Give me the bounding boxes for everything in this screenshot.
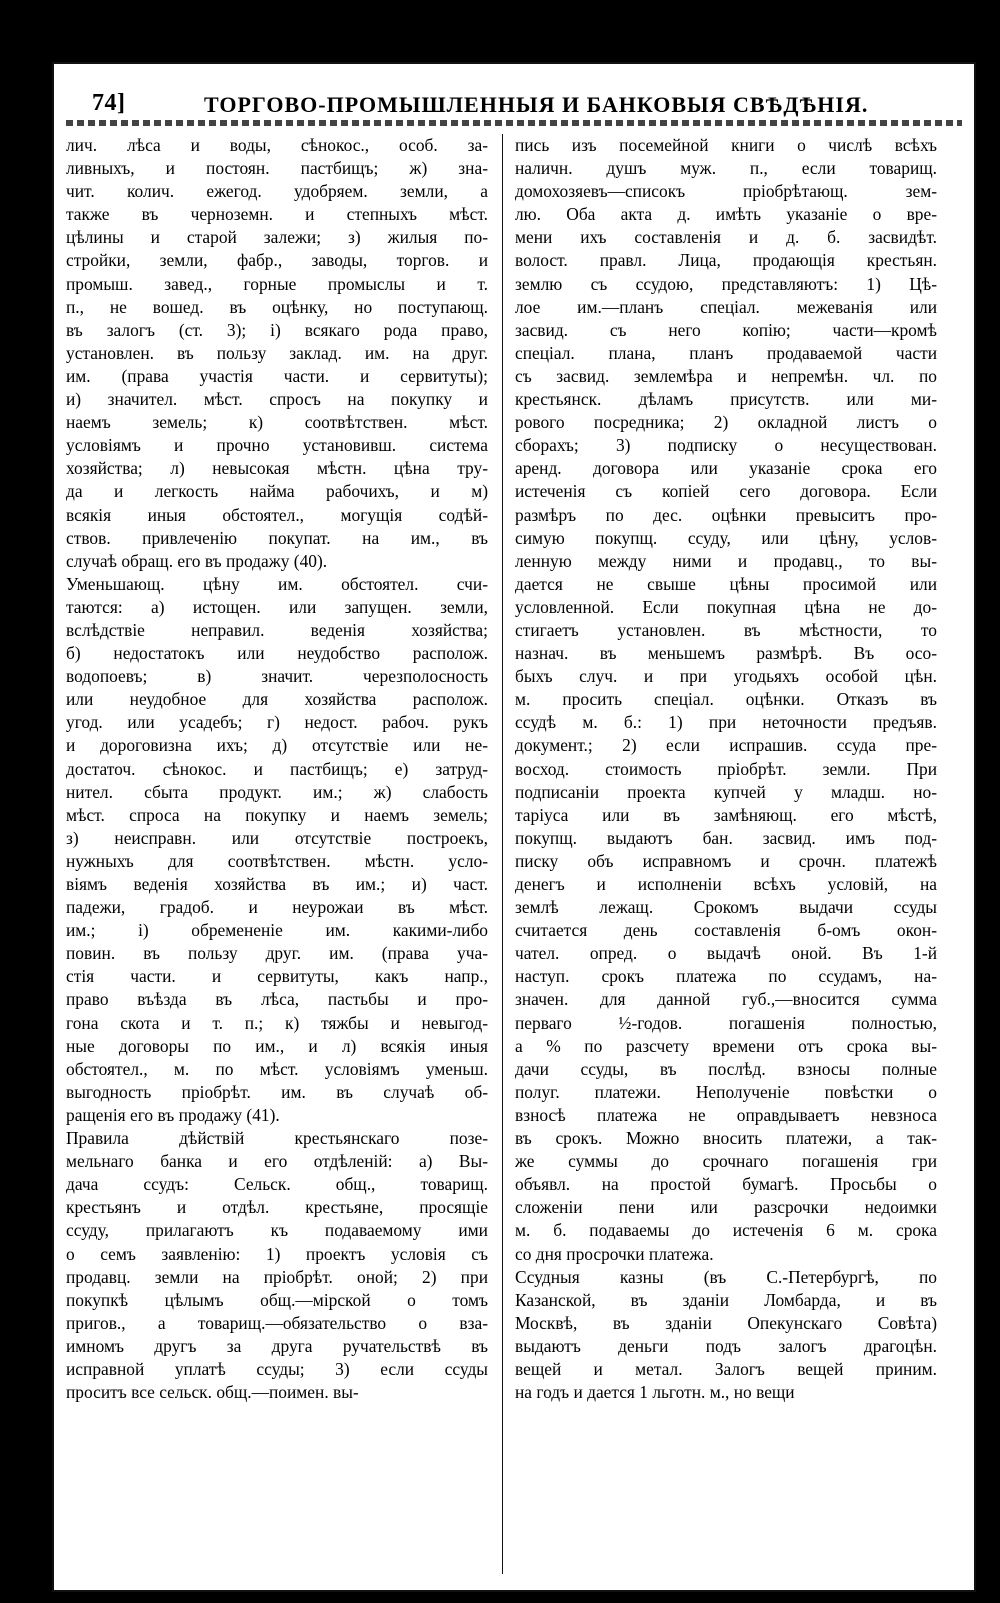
text-line: быхъ случ. и при угодьяхъ особой цѣн.: [515, 666, 937, 687]
text-line: да и легкость найма рабочихъ, и м): [66, 481, 488, 502]
text-line: лое им.—планъ спеціал. межеванія или: [515, 296, 937, 317]
text-line: Москвѣ, въ зданіи Опекунскаго Совѣта): [515, 1312, 937, 1333]
text-line: документ.; 2) если испрашив. ссуда пре-: [515, 735, 937, 756]
text-line: симую покупщ. ссуду, или цѣну, услов-: [515, 527, 937, 548]
text-line: наличн. душъ муж. п., если товарищ.: [515, 158, 937, 179]
text-line: установлен. въ пользу заклад. им. на друг.: [66, 342, 488, 363]
text-line: землю съ ссудою, представляютъ: 1) Цѣ-: [515, 273, 937, 294]
text-line: продавц. земли на пріобрѣт. оной; 2) при: [66, 1266, 488, 1287]
text-line: со дня просрочки платежа.: [515, 1243, 714, 1264]
text-line: случаѣ обращ. его въ продажу (40).: [66, 550, 328, 571]
text-line: крестьянск. дѣламъ присутств. или ми-: [515, 389, 937, 410]
text-line: денегъ и исполненіи всѣхъ условій, на: [515, 874, 937, 894]
ornamental-rule: [66, 120, 962, 126]
text-line: размѣръ по дес. оцѣнки превыситъ про-: [515, 504, 937, 525]
text-line: восход. стоимость пріобрѣт. земли. При: [515, 758, 937, 779]
text-line: взносѣ платежа не оправдываетъ невзноса: [515, 1104, 937, 1125]
text-line: пригов., а товарищ.—обязательство о вза-: [66, 1312, 488, 1333]
text-line: и) значител. мѣст. спросъ на покупку и: [66, 389, 488, 410]
text-line: чател. опред. о выдачѣ оной. Въ 1-й: [515, 943, 937, 964]
text-line: также въ черноземн. и степныхъ мѣст.: [66, 204, 488, 225]
page-number: 74]: [92, 90, 126, 116]
text-line: условленной. Если покупная цѣна не до-: [515, 596, 937, 617]
text-line: объявл. на простой бумагѣ. Просьбы о: [515, 1174, 937, 1195]
text-line: землѣ лежащ. Срокомъ выдачи ссуды: [515, 897, 937, 918]
book-page: [52, 62, 976, 1592]
text-line: наступ. срокъ платежа по ссудамъ, на-: [515, 966, 937, 987]
text-line: ссудѣ м. б.: 1) при неточности предъяв.: [515, 712, 937, 733]
text-line: стія части. и сервитуты, какъ напр.,: [66, 966, 488, 987]
text-line: на годъ и дается 1 льготн. м., но вещи: [515, 1382, 795, 1403]
right-column: [515, 134, 937, 1404]
text-line: дача ссудъ: Сельск. общ., товарищ.: [66, 1174, 488, 1195]
text-line: же суммы до срочнаго погашенія гри: [515, 1151, 937, 1172]
text-line: вещей и метал. Залогъ вещей приним.: [515, 1358, 937, 1379]
text-line: волост. правл. Лица, продающія крестьян.: [515, 250, 937, 271]
text-line: писку объ исправномъ и срочн. платежѣ: [515, 850, 937, 871]
text-line: или неудобное для хозяйства располож.: [66, 689, 488, 710]
text-line: им. (права участія части. и сервитуты);: [66, 365, 488, 386]
text-line: им.; і) обремененіе им. какими-либо: [66, 920, 488, 941]
text-line: Казанской, въ зданіи Ломбарда, и въ: [515, 1289, 937, 1310]
text-line: съ засвид. землемѣра и непремѣн. чл. по: [515, 365, 937, 386]
text-line: и дороговизна ихъ; д) отсутствіе или не-: [66, 735, 488, 756]
text-line: п., не вошед. въ оцѣнку, но поступающ.: [66, 296, 488, 317]
text-line: считается день составленія б-омъ окон-: [515, 920, 937, 941]
text-line: цѣлины и старой залежи; з) жилыя по-: [66, 227, 488, 248]
text-line: домохозяевъ—списокъ пріобрѣтающ. зем-: [515, 181, 937, 202]
text-line: право въѣзда въ лѣса, пастьбы и про-: [66, 989, 488, 1010]
text-line: таются: а) истощен. или запущен. земли,: [66, 596, 488, 617]
text-line: въ срокъ. Можно вносить платежи, а так-: [515, 1128, 937, 1149]
text-line: Правила дѣйствій крестьянскаго позе-: [66, 1128, 488, 1149]
text-line: проситъ все сельск. общ.—поимен. вы-: [66, 1382, 359, 1403]
text-line: крестьянъ и отдѣл. крестьяне, просящіе: [66, 1197, 488, 1218]
text-line: въ залогъ (ст. 3); і) всякаго рода право,: [66, 319, 488, 340]
text-line: мени ихъ составленія и д. б. засвидѣт.: [515, 227, 937, 248]
column-divider: [502, 134, 503, 1574]
text-line: ссуду, прилагаютъ къ подаваемому ими: [66, 1220, 488, 1241]
text-line: покупкѣ цѣлымъ общ.—мірской о томъ: [66, 1289, 488, 1310]
text-line: рового посредника; 2) окладной листъ о: [515, 412, 937, 433]
text-line: стигаетъ установлен. въ мѣстности, то: [515, 619, 937, 640]
text-line: имномъ другъ за друга ручательствѣ въ: [66, 1335, 488, 1356]
text-line: исправной уплатѣ ссуды; 3) если ссуды: [66, 1358, 488, 1379]
running-title: ТОРГОВО-ПРОМЫШЛЕННЫЯ И БАНКОВЫЯ СВѢДѢНІЯ.: [204, 92, 869, 117]
text-line: ращенія его въ продажу (41).: [66, 1104, 280, 1125]
text-line: выдаютъ деньги подъ залогъ драгоцѣн.: [515, 1335, 937, 1356]
text-line: м. б. подаваемы до истеченія 6 м. срока: [515, 1220, 937, 1241]
text-line: сборахъ; 3) подписку о несуществован.: [515, 435, 937, 456]
text-line: всякія иныя обстоятел., могущія содѣй-: [66, 504, 488, 525]
text-line: выгодность пріобрѣт. им. въ случаѣ об-: [66, 1081, 488, 1102]
text-line: водопоевъ; в) значит. черезполосность: [66, 666, 488, 687]
text-line: дается не свыше цѣны просимой или: [515, 573, 937, 594]
text-line: промыш. завед., горные промыслы и т.: [66, 273, 488, 294]
text-line: ные договоры по им., и л) всякія иныя: [66, 1035, 488, 1056]
text-line: м. просить спеціал. оцѣнки. Отказъ въ: [515, 689, 937, 710]
text-line: нител. сбыта продукт. им.; ж) слабость: [66, 781, 488, 802]
text-line: таріуса или въ замѣняющ. его мѣстѣ,: [515, 804, 937, 825]
text-line: сложеніи пени или разсрочки недоимки: [515, 1197, 937, 1218]
text-line: угод. или усадебъ; г) недост. рабоч. рукъ: [66, 712, 488, 733]
text-line: засвид. съ него копію; части—кромѣ: [515, 319, 937, 340]
text-line: аренд. договора или указаніе срока его: [515, 458, 937, 479]
text-line: обстоятел., м. по мѣст. условіямъ уменьш.: [66, 1058, 488, 1079]
text-line: достаточ. сѣнокос. и пастбищъ; е) затруд-: [66, 758, 488, 779]
text-line: чит. колич. ежегод. удобряем. земли, а: [66, 181, 488, 202]
text-line: значен. для данной губ.,—вносится сумма: [515, 989, 937, 1010]
text-line: лю. Оба акта д. имѣть указаніе о вре-: [515, 204, 937, 225]
text-line: з) неисправн. или отсутствіе построекъ,: [66, 827, 488, 848]
text-line: ливныхъ, и постоян. пастбищъ; ж) зна-: [66, 158, 488, 179]
text-line: наемъ земель; к) соотвѣтствен. мѣст.: [66, 412, 488, 433]
text-line: ствов. привлеченію покупат. на им., въ: [66, 527, 488, 548]
text-line: Уменьшающ. цѣну им. обстоятел. счи-: [66, 573, 488, 594]
text-line: дачи ссуды, въ послѣд. взносы полные: [515, 1058, 937, 1079]
text-line: повин. въ пользу друг. им. (права уча-: [66, 943, 488, 964]
text-line: а % по разсчету времени отъ срока вы-: [515, 1035, 937, 1056]
text-line: стройки, земли, фабр., заводы, торгов. и: [66, 250, 488, 271]
text-line: о семъ заявленію: 1) проектъ условія съ: [66, 1243, 488, 1264]
text-line: условіямъ и прочно установивш. система: [66, 435, 488, 456]
text-line: мѣст. спроса на покупку и наемъ земель;: [66, 804, 488, 825]
text-line: вслѣдствіе неправил. веденія хозяйства;: [66, 619, 488, 640]
text-line: спеціал. плана, планъ продаваемой части: [515, 342, 937, 363]
text-line: Ссудныя казны (въ С.-Петербургѣ, по: [515, 1266, 937, 1287]
text-line: подписаніи проекта купчей у младш. но-: [515, 781, 937, 802]
text-line: б) недостатокъ или неудобство располож.: [66, 643, 488, 664]
text-line: нужныхъ для соотвѣтствен. мѣстн. усло-: [66, 850, 488, 871]
text-line: истеченія съ копіей сего договора. Если: [515, 481, 937, 502]
left-column: [66, 134, 488, 1404]
text-line: полуг. платежи. Неполученіе повѣстки о: [515, 1081, 937, 1102]
text-line: лич. лѣса и воды, сѣнокос., особ. за-: [66, 135, 488, 155]
text-line: хозяйства; л) невысокая мѣстн. цѣна тру-: [66, 458, 488, 479]
text-line: гона скота и т. п.; к) тяжбы и невыгод-: [66, 1012, 488, 1033]
text-line: віямъ веденія хозяйства въ им.; и) част.: [66, 874, 488, 894]
text-line: пись изъ посемейной книги о числѣ всѣхъ: [515, 135, 937, 155]
page-header: [54, 78, 974, 118]
text-line: ленную между ними и продавц., то вы-: [515, 550, 937, 571]
text-line: назнач. въ меньшемъ размѣрѣ. Въ осо-: [515, 643, 937, 664]
text-line: мельнаго банка и его отдѣленій: а) Вы-: [66, 1151, 488, 1172]
text-line: покупщ. выдаютъ бан. засвид. имъ под-: [515, 827, 937, 848]
text-line: падежи, градоб. и неурожаи въ мѣст.: [66, 897, 488, 918]
text-line: перваго ½-годов. погашенія полностью,: [515, 1012, 937, 1033]
